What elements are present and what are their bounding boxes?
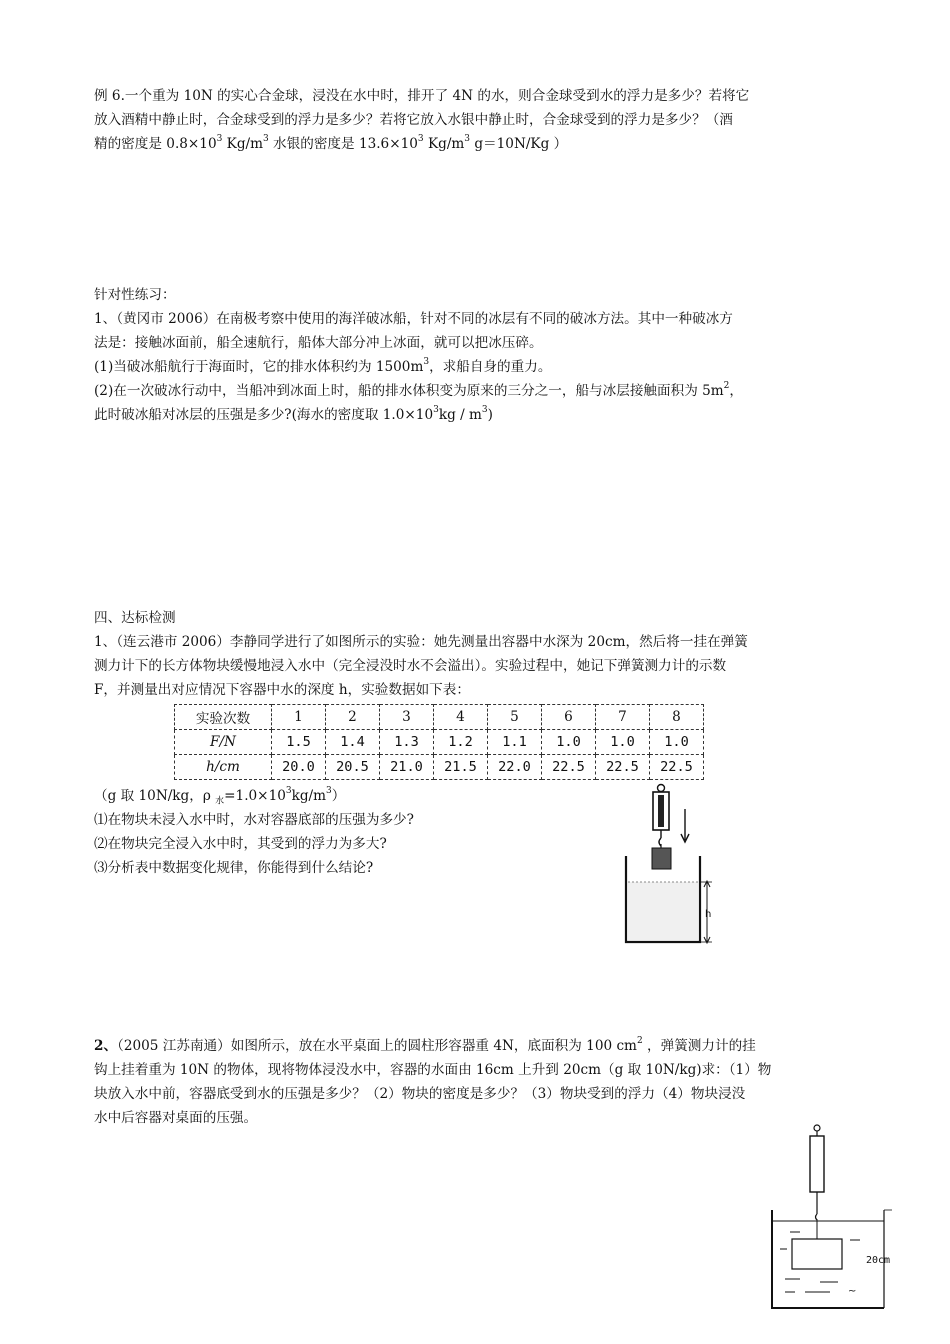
- table-cell: 1.1: [488, 730, 542, 755]
- table-row-trials: [175, 705, 704, 730]
- scale-ticks: [658, 795, 664, 827]
- practice-q1-line2: 法是：接触冰面前，船全速航行，船体大部分冲上冰面，就可以把冰压碎。: [94, 335, 543, 351]
- svg-text:~: ~: [848, 1286, 857, 1297]
- table-cell: 22.5: [650, 755, 704, 780]
- practice-q1-part2-cont: 此时破冰船对冰层的压强是多少?(海水的密度取 $1.0\times 10^3kg / m^3$): [94, 405, 493, 423]
- table-cell: 5: [488, 705, 542, 730]
- example6-line1: 例 6.一个重为 10N 的实心合金球，浸没在水中时，排开了 4N 的水，则合金球受到水的浮力是多少？若将它: [94, 88, 750, 104]
- section4-q1-line2: 测力计下的长方体物块缓慢地浸入水中（完全浸没时水不会溢出）。实验过程中，她记下弹簧测力计的示数: [94, 658, 727, 674]
- section4-intro: [94, 606, 884, 702]
- table-row-label-h: h/cm: [175, 755, 272, 780]
- subquestion-3: ⑶分析表中数据变化规律，你能得到什么结论?: [94, 860, 374, 876]
- table-cell: 20.0: [272, 755, 326, 780]
- q2-line3: 块放入水中前，容器底受到水的压强是多少？（2）物块的密度是多少？（3）物块受到的浮力（4）物块浸没: [94, 1086, 746, 1102]
- practice-q1-part2: (2)在一次破冰行动中，当船冲到冰面上时，船的排水体积变为原来的三分之一，船与冰层接触面积为 $5m^2$，: [94, 381, 743, 399]
- table-row-label-f: F/N: [175, 730, 272, 755]
- q2-line2: 钩上挂着重为 10N 的物体，现将物体浸没水中，容器的水面由 16cm 上升到 20cm（g 取 10N/kg)求：（1）物: [94, 1062, 772, 1078]
- section4-subquestions: [94, 784, 614, 880]
- practice-q1-line1: 1、（黄冈市 2006）在南极考察中使用的海洋破冰船，针对不同的冰层有不同的破冰方法。其中一种破冰方: [94, 311, 733, 327]
- example6-text: [94, 84, 884, 156]
- subquestion-1: ⑴在物块未浸入水中时，水对容器底部的压强为多少?: [94, 812, 414, 828]
- table-row-f: [175, 730, 704, 755]
- q2-line4: 水中后容器对桌面的压强。: [94, 1110, 258, 1126]
- table-cell: 3: [380, 705, 434, 730]
- section4-q1-line3: F，并测量出对应情况下容器中水的深度 h，实验数据如下表：: [94, 682, 470, 698]
- table-cell: 22.0: [488, 755, 542, 780]
- table-cell: 6: [542, 705, 596, 730]
- table-cell: 7: [596, 705, 650, 730]
- data-table: [174, 704, 704, 780]
- table-cell: 1.0: [542, 730, 596, 755]
- table-cell: 1.4: [326, 730, 380, 755]
- table-cell: 2: [326, 705, 380, 730]
- section4-heading: 四、达标检测: [94, 610, 176, 626]
- table-cell: 1: [272, 705, 326, 730]
- practice-heading: 针对性练习：: [94, 287, 176, 303]
- example6-line3: 精的密度是 $0.8\times 10^3$ $Kg/m^3$ 水银的密度是 $13.6\times 10^3$ $Kg/m^3$ g＝10N/Kg ）: [94, 134, 568, 152]
- table-cell: 21.5: [434, 755, 488, 780]
- table-cell: 4: [434, 705, 488, 730]
- table-cell: 1.3: [380, 730, 434, 755]
- table-cell: 1.2: [434, 730, 488, 755]
- table-cell: 22.5: [596, 755, 650, 780]
- scale-ring-icon: [658, 785, 665, 792]
- table-header-label: 实验次数: [175, 705, 272, 730]
- figure-spring-scale-container: [600, 782, 740, 947]
- practice-section: [94, 283, 884, 427]
- table-cell: 1.0: [650, 730, 704, 755]
- subquestion-2: ⑵在物块完全浸入水中时，其受到的浮力为多大?: [94, 836, 387, 852]
- table-row-h: [175, 755, 704, 780]
- block: [792, 1239, 842, 1269]
- label-h: h: [705, 909, 712, 920]
- spring-scale-body: [810, 1136, 824, 1192]
- q2-line1: 2、（2005 江苏南通）如图所示，放在水平桌面上的圆柱形容器重 4N，底面积为 100 $cm^2$ ，弹簧测力计的挂: [94, 1036, 756, 1054]
- given-values: （g 取 10N/kg，ρ $_水=1.0\times 10^3kg/m^3$）: [94, 786, 346, 807]
- practice-q1-part1: (1)当破冰船航行于海面时，它的排水体积约为 $1500m^3$，求船自身的重力。: [94, 357, 552, 375]
- block: [652, 848, 671, 869]
- example6-line2: 放入酒精中静止时，合金球受到的浮力是多少？若将它放入水银中静止时，合金球受到的浮力是多少？（酒: [94, 112, 733, 128]
- section4-q1-line1: 1、（连云港市 2006）李静同学进行了如图所示的实验：她先测量出容器中水深为 20cm，然后将一挂在弹簧: [94, 634, 748, 650]
- scale-ring-icon: [814, 1125, 820, 1131]
- label-20cm: 20cm: [866, 1255, 891, 1266]
- table-cell: 21.0: [380, 755, 434, 780]
- table-cell: 20.5: [326, 755, 380, 780]
- table-cell: 1.0: [596, 730, 650, 755]
- figure-container-20cm: [760, 1122, 910, 1312]
- q2-text: [94, 1034, 884, 1130]
- table-cell: 8: [650, 705, 704, 730]
- table-cell: 1.5: [272, 730, 326, 755]
- table-cell: 22.5: [542, 755, 596, 780]
- water: [628, 882, 698, 940]
